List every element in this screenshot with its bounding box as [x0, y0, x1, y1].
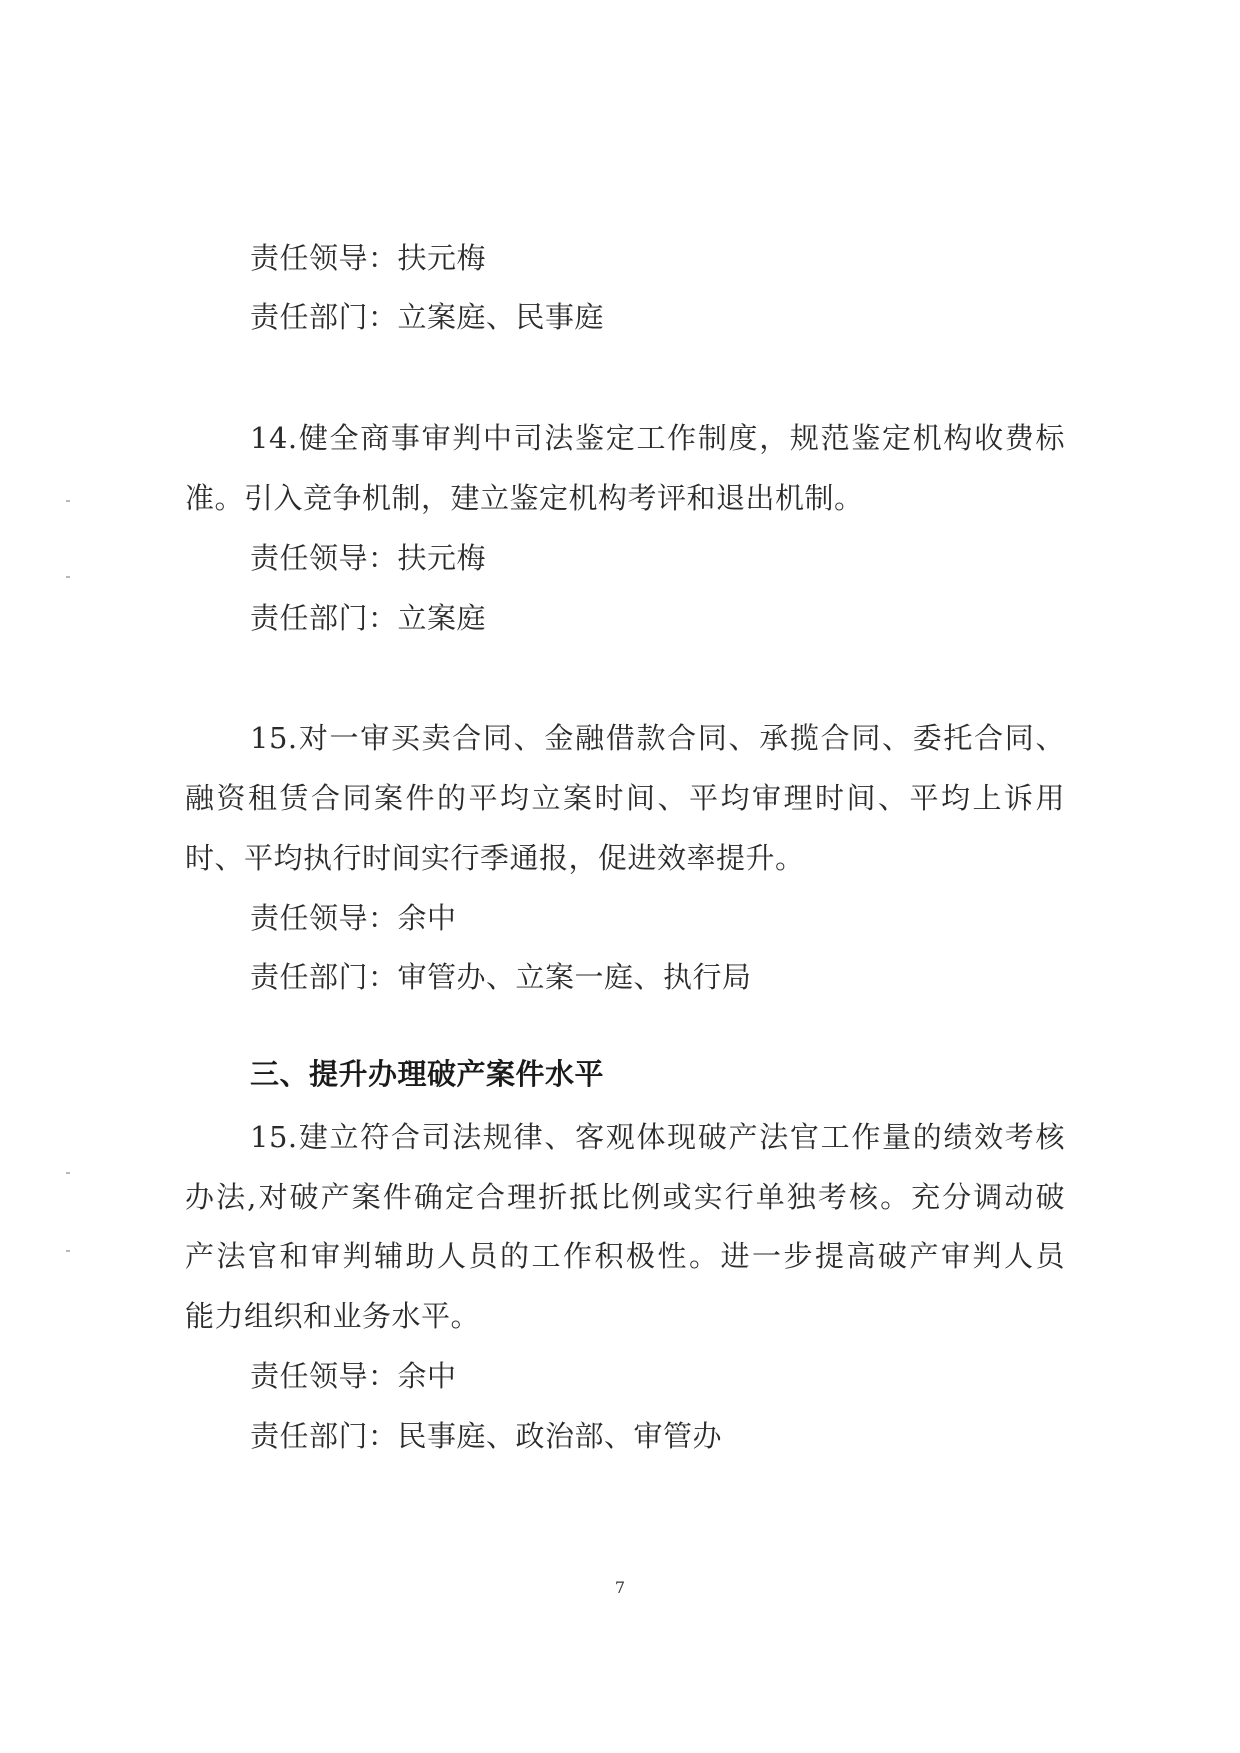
scan-mark: [66, 1250, 70, 1252]
responsible-leader-line: 责任领导：余中: [250, 901, 457, 935]
scan-mark: [66, 500, 70, 502]
responsible-leader-line: 责任领导：余中: [250, 1359, 457, 1393]
item-15b-line-2: 办法,对破产案件确定合理折抵比例或实行单独考核。充分调动破: [185, 1180, 1065, 1214]
item-15-line-3: 时、平均执行时间实行季通报，促进效率提升。: [185, 841, 805, 875]
responsible-department-line: 责任部门：立案庭、民事庭: [250, 300, 605, 334]
scan-mark: [66, 1172, 70, 1174]
responsible-department-line: 责任部门：审管办、立案一庭、执行局: [250, 960, 752, 994]
item-15-line-2: 融资租赁合同案件的平均立案时间、平均审理时间、平均上诉用: [185, 781, 1065, 815]
page-number: 7: [614, 1578, 626, 1597]
item-15b-line-3: 产法官和审判辅助人员的工作积极性。进一步提高破产审判人员: [185, 1239, 1065, 1273]
item-15b-line-1: 15.建立符合司法规律、客观体现破产法官工作量的绩效考核: [250, 1120, 1065, 1154]
item-14-line-1: 14.健全商事审判中司法鉴定工作制度，规范鉴定机构收费标: [250, 421, 1065, 455]
scan-mark: [66, 576, 70, 578]
item-15-line-1: 15.对一审买卖合同、金融借款合同、承揽合同、委托合同、: [250, 721, 1065, 755]
responsible-department-line: 责任部门：立案庭: [250, 601, 487, 635]
responsible-department-line: 责任部门：民事庭、政治部、审管办: [250, 1419, 723, 1453]
item-14-line-2: 准。引入竞争机制，建立鉴定机构考评和退出机制。: [185, 481, 864, 515]
responsible-leader-line: 责任领导：扶元梅: [250, 241, 487, 275]
item-15b-line-4: 能力组织和业务水平。: [185, 1299, 481, 1333]
section-heading: 三、提升办理破产案件水平: [250, 1057, 605, 1091]
responsible-leader-line: 责任领导：扶元梅: [250, 541, 487, 575]
